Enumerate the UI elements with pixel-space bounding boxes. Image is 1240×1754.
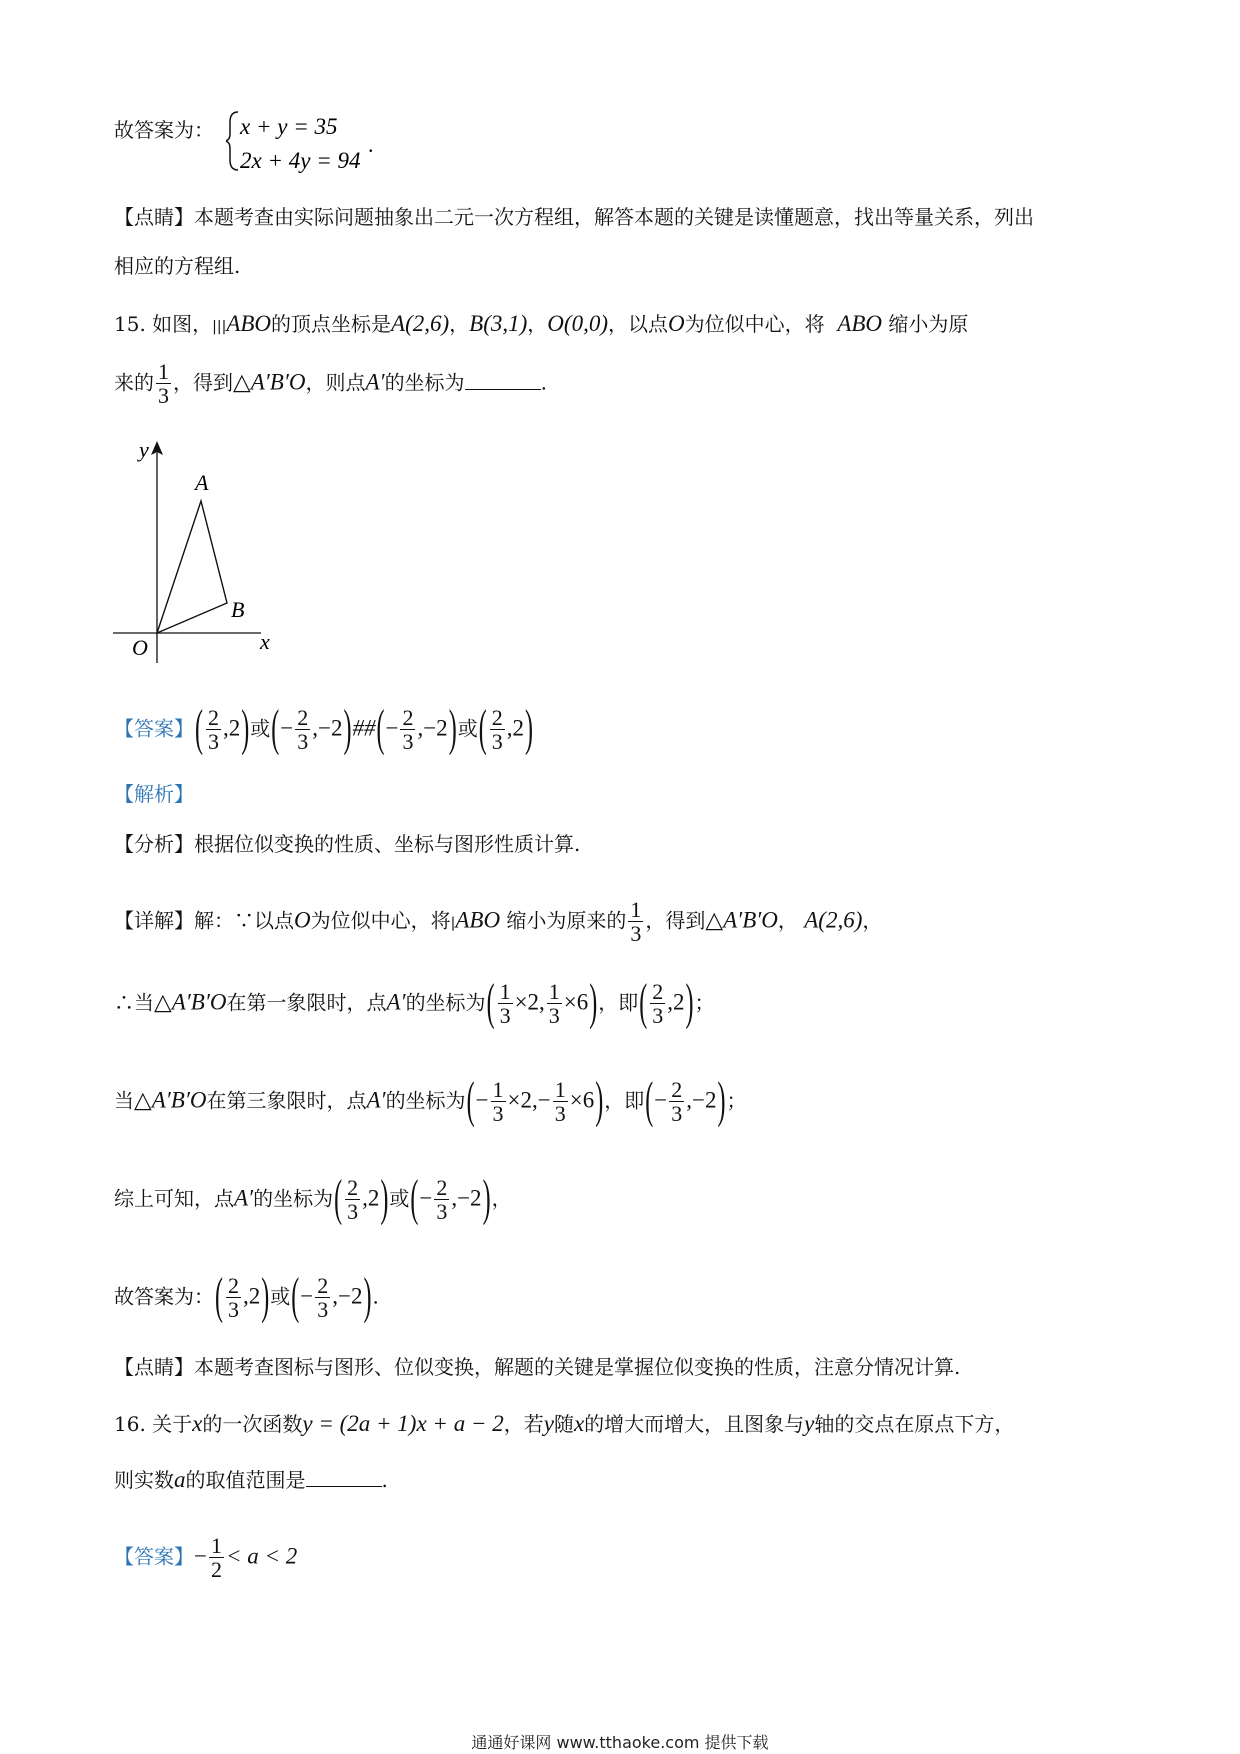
q16-answer-line: 【答案】− $\frac{1}{2}$ < a < 2: [114, 1533, 298, 1583]
q15-stem-line1: 15. 如图，|||ABO的顶点坐标是A(2,6)，B(3,1)，O(0,0)，以点O为位似中心，将 ABO 缩小为原: [114, 311, 969, 336]
point-B-label: B: [231, 597, 245, 622]
ratio-fraction: $\frac{1}{3}$: [158, 359, 169, 409]
q14-comment-line2: 相应的方程组.: [114, 254, 241, 278]
page-footer: 通通好课网 www.tthaoke.com 提供下载: [471, 1733, 769, 1752]
equation-period: .: [368, 132, 374, 157]
answer-blank: [306, 1485, 382, 1487]
q15-final-line: 故答案为：( $\frac{2}{3}$ ,2)或(− $\frac{2}{3}$ ,−2).: [114, 1270, 379, 1326]
q15-summary-line: 综上可知，点A′的坐标为( $\frac{2}{3}$ ,2)或(− $\frac{2}{3}$ ,−2)，: [114, 1172, 512, 1228]
q15-fenxi-line: 【分析】根据位似变换的性质、坐标与图形性质计算.: [114, 832, 581, 856]
answer-tag: 【答案】: [114, 716, 194, 741]
equation-2: 2x + 4y = 94: [240, 148, 361, 173]
y-axis-label: y: [139, 437, 149, 462]
q15-analysis-tag: 【解析】: [114, 782, 194, 806]
point-O-label: O: [132, 635, 148, 660]
q15-stem-line2: 来的 $\frac{1}{3}$ ，得到△A′B′O，则点A′的坐标为 .: [114, 359, 547, 409]
q15-case3-line: 当△A′B′O在第三象限时，点A′的坐标为(− $\frac{1}{3}$ ×2,− $\frac{1}{3}$ ×6)，即(− $\frac{2}{3}$ ,−2)；: [114, 1074, 747, 1130]
answer-blank: [465, 388, 541, 390]
equation-system: [226, 108, 376, 174]
q15-case1-line: ∴当△A′B′O在第一象限时，点A′的坐标为( $\frac{1}{3}$ ×2, $\frac{1}{3}$ ×6)，即( $\frac{2}{3}$ ,2)；: [114, 976, 715, 1032]
q15-detail-line: 【详解】解：∵以点O为位似中心，将|ABO 缩小为原来的 $\frac{1}{3}$ ，得到△A′B′O， A(2,6)，: [114, 897, 883, 947]
triangle-ABO: [157, 501, 227, 633]
q15-comment-line: 【点睛】本题考查图标与图形、位似变换，解题的关键是掌握位似变换的性质，注意分情况计算.: [114, 1355, 961, 1379]
triangle-figure: [105, 435, 295, 665]
q16-stem-line1: 16. 关于x的一次函数y = (2a + 1)x + a − 2，若y随x的增大而增大，且图象与y轴的交点在原点下方，: [114, 1411, 1015, 1436]
q14-answer-label: 故答案为：: [114, 118, 214, 142]
comment-tag: 【点睛】: [114, 205, 194, 229]
q15-answer-line: 【答案】( $\frac{2}{3}$ ,2)或(− $\frac{2}{3}$ ,−2)##(− $\frac{2}{3}$ ,−2)或( $\frac{2}{3}$ ,2): [114, 702, 533, 758]
x-axis-label: x: [260, 629, 270, 654]
system-brace: [226, 112, 238, 170]
q16-stem-line2: 则实数a的取值范围是 .: [114, 1467, 388, 1492]
point-A-label: A: [195, 470, 209, 495]
q14-comment-line1: 【点睛】本题考查由实际问题抽象出二元一次方程组，解答本题的关键是读懂题意，找出等量关系，列出: [114, 205, 1034, 229]
equation-1: x + y = 35: [240, 114, 338, 139]
